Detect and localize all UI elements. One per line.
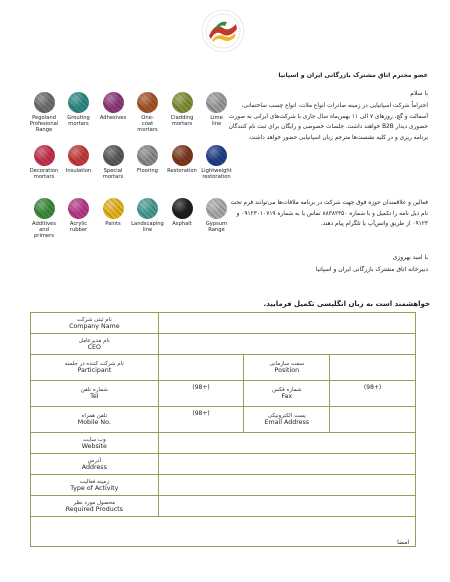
product-label: Additives <box>32 221 56 227</box>
address-label: آدرس Address <box>31 454 159 475</box>
products-field[interactable] <box>158 496 415 517</box>
letter-closing: با امید بهروزی <box>392 254 428 261</box>
product-label: Paints <box>105 221 121 227</box>
product-label: Cladding <box>170 115 194 121</box>
product-item <box>199 92 235 127</box>
fax-label: شماره فکس Fax <box>244 381 330 407</box>
registration-form <box>30 312 416 547</box>
tel-field[interactable] <box>158 381 244 407</box>
email-field[interactable] <box>330 407 416 433</box>
website-field[interactable] <box>158 433 415 454</box>
product-label: mortars <box>137 127 158 133</box>
product-swatch-icon <box>206 145 227 166</box>
product-label: Profesional <box>29 121 59 127</box>
product-label: Range <box>35 127 53 133</box>
letter-paragraph-1: احتراماً شرکت اسپانیایی در زمینه صادرات انواع ملات، انواع چسب ساختمانی، آسفالت و گچ، روزهای ۷ الی ۱۱ بهمن‌ماه سال جاری با شرکت‌های ایرانی به صورت حضوری دیدار B2B خواهند داشت. جلسات خصوصی و رایگان برای ثبت نام کنندگان برنامه ریزی و در کلیه نشست‌ها مترجم زبان اسپانیایی حضور خواهد داشت. <box>228 103 428 141</box>
letter-signatory: دبیرخانه اتاق مشترک بازرگانی ایران و اسپانیا <box>315 266 428 273</box>
mobile-label: تلفن همراه Mobile No. <box>31 407 159 433</box>
product-swatch-icon <box>103 92 124 113</box>
product-swatch-icon <box>137 145 158 166</box>
ceo-label: نام مدیرعامل CEO <box>31 334 159 355</box>
product-label: Asphalt <box>172 221 192 227</box>
product-label: line <box>211 121 222 127</box>
product-label: Grouting <box>67 115 90 121</box>
product-item <box>164 92 200 127</box>
product-label: Lime <box>210 115 223 121</box>
product-label: mortars <box>68 121 89 127</box>
mobile-field[interactable] <box>158 407 244 433</box>
product-item <box>130 145 166 174</box>
product-label: mortars <box>171 121 193 127</box>
activity-label: زمینه فعالیت Type of Activity <box>31 475 159 496</box>
product-label: mortars <box>102 174 124 180</box>
product-item <box>95 92 131 121</box>
product-item <box>164 145 200 174</box>
fax-country-code: (98+) <box>363 384 382 391</box>
product-swatch-icon <box>137 198 158 219</box>
product-swatch-icon <box>172 145 193 166</box>
activity-field[interactable] <box>158 475 415 496</box>
product-swatch-icon <box>172 92 193 113</box>
product-swatch-icon <box>34 145 55 166</box>
product-label: Acrylic <box>69 221 88 227</box>
product-label: primers <box>34 233 54 239</box>
company-field[interactable] <box>158 313 415 334</box>
tel-country-code: (98+) <box>192 384 210 391</box>
product-label: and <box>39 227 49 233</box>
product-label: Insulation <box>65 168 92 174</box>
product-label: Restoration <box>167 168 197 174</box>
position-field[interactable] <box>330 355 416 381</box>
product-label: Decoration <box>29 168 59 174</box>
product-item <box>199 145 235 180</box>
fax-field[interactable] <box>330 381 416 407</box>
product-label: rubber <box>69 227 88 233</box>
product-label: Landscaping <box>131 221 164 227</box>
letter-paragraph-2: فعالین و علاقمندان حوزه فوق جهت شرکت در برنامه ملاقات‌ها می‌توانند فرم تحت نام ذیل نامه را تکمیل و با شماره ۸۸۳۸۲۳۵۰ تماس یا به شماره ۰۹۱۲۳۰۱۰۷۱۹ و ۰۹۱۲۳ از طریق واتس‌آپ یا تلگرام پیام دهند. <box>230 200 428 227</box>
product-label: line <box>142 227 153 233</box>
product-label: Adhesives <box>99 115 127 121</box>
ceo-field[interactable] <box>158 334 415 355</box>
company-label: نام ثبتی شرکت Company Name <box>31 313 159 334</box>
product-label: Flooring <box>137 168 158 174</box>
participant-field[interactable] <box>158 355 244 381</box>
product-label: Range <box>208 227 225 233</box>
product-swatch-icon <box>137 92 158 113</box>
email-label: پست الکترونیکی Email Address <box>244 407 330 433</box>
product-item <box>130 198 166 233</box>
address-field[interactable] <box>158 454 415 475</box>
product-item <box>26 198 62 239</box>
product-swatch-icon <box>103 145 124 166</box>
product-label: One- <box>141 115 154 121</box>
product-swatch-icon <box>68 198 89 219</box>
product-label: coat <box>141 121 154 127</box>
product-item <box>61 92 97 127</box>
signature-field[interactable] <box>31 517 416 547</box>
product-item <box>95 145 131 180</box>
product-swatch-icon <box>68 145 89 166</box>
signature-label: امضا <box>397 539 409 546</box>
product-label: restoration <box>202 174 231 180</box>
product-swatch-icon <box>34 92 55 113</box>
product-swatch-icon <box>172 198 193 219</box>
tel-label: شماره تلفن Tel <box>31 381 159 407</box>
product-label: Lightweight <box>201 168 232 174</box>
product-item <box>61 198 97 233</box>
product-label: Gypsum <box>205 221 228 227</box>
product-item <box>26 92 62 133</box>
product-swatch-icon <box>34 198 55 219</box>
product-label: Special <box>103 168 123 174</box>
product-label: Pegoland <box>32 115 56 121</box>
form-heading: خواهشمند است به زبان انگلیسی تکمیل فرمایید. <box>263 300 430 308</box>
website-label: وب سایت Website <box>31 433 159 454</box>
product-item <box>199 198 235 233</box>
product-swatch-icon <box>68 92 89 113</box>
letter-salutation: عضو محترم اتاق مشترک بازرگانی ایران و اسپانیا <box>278 72 428 79</box>
product-item <box>164 198 200 227</box>
product-swatch-icon <box>206 198 227 219</box>
product-label: mortars <box>33 174 55 180</box>
product-item <box>95 198 131 227</box>
product-item <box>26 145 62 180</box>
product-swatch-icon <box>103 198 124 219</box>
position-label: سمت سازمانی Position <box>244 355 330 381</box>
products-label: محصول مورد نظر Required Products <box>31 496 159 517</box>
chamber-logo-icon <box>200 8 246 54</box>
letter-greeting: با سلام <box>410 90 428 97</box>
product-swatch-icon <box>206 92 227 113</box>
participant-label: نام شرکت کننده در جلسه Participant <box>31 355 159 381</box>
mobile-country-code: (98+) <box>192 410 210 417</box>
product-item <box>130 92 166 133</box>
product-item <box>61 145 97 174</box>
